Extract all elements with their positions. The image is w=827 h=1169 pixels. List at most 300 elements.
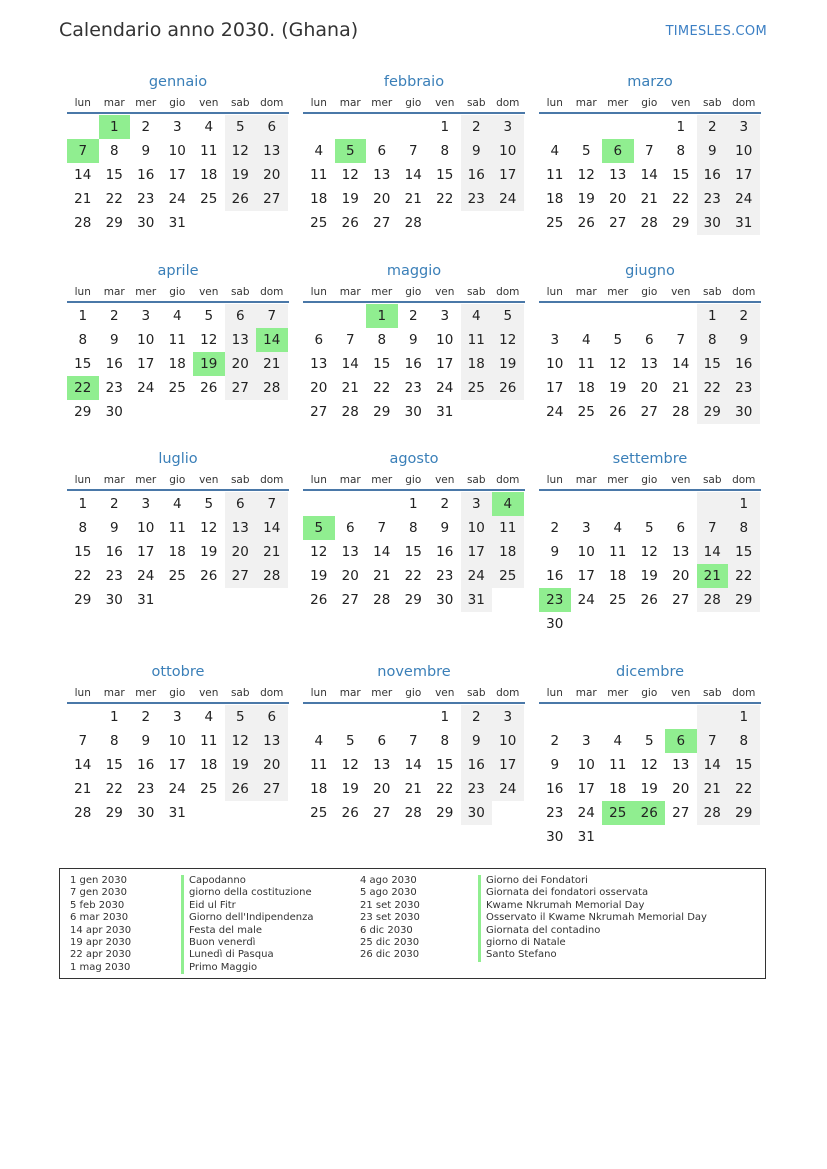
day-cell: 29: [728, 588, 760, 612]
day-cell: 31: [436, 404, 454, 420]
empty-cell: [162, 588, 194, 612]
day-cell: 19: [492, 352, 524, 376]
month-ottobre: [67, 662, 289, 825]
day-cell: 12: [225, 139, 257, 163]
legend-date: 5 feb 2030: [70, 899, 125, 911]
day-cell: 31: [137, 592, 155, 608]
weekday-label: gio: [641, 687, 658, 699]
weekday-label: mar: [575, 97, 597, 109]
day-cell: 6: [345, 520, 355, 536]
day-cell: 24: [577, 592, 595, 608]
weekday-label: mer: [607, 286, 629, 298]
day-cell: 24: [168, 781, 186, 797]
day-cell: 29: [728, 801, 760, 825]
day-cell: 24: [436, 380, 454, 396]
day-cell: 8: [440, 733, 450, 749]
day-cell: 3: [492, 115, 524, 139]
month-maggio: [303, 261, 525, 424]
weekday-label: dom: [496, 687, 520, 699]
day-cell: 15: [728, 753, 760, 777]
day-cell: 26: [634, 801, 666, 825]
weekday-label: ven: [435, 97, 455, 109]
day-cell: 25: [310, 215, 328, 231]
weekday-label: mar: [575, 687, 597, 699]
legend-date: 14 apr 2030: [70, 924, 132, 936]
day-cell: 12: [200, 332, 218, 348]
day-cell: 21: [74, 191, 92, 207]
empty-cell: [193, 211, 225, 235]
day-cell: 19: [609, 380, 627, 396]
day-cell: 6: [602, 139, 634, 163]
day-cell: 28: [74, 805, 92, 821]
weekday-label: lun: [74, 474, 91, 486]
day-cell: 2: [408, 308, 418, 324]
day-cell: 23: [105, 380, 123, 396]
empty-cell: [634, 705, 666, 729]
day-cell: 22: [728, 777, 760, 801]
day-cell: 16: [697, 163, 729, 187]
weekday-header: [67, 469, 289, 491]
day-cell: 23: [546, 805, 564, 821]
day-cell: 18: [492, 540, 524, 564]
day-cell: 3: [581, 733, 591, 749]
weekday-label: dom: [496, 474, 520, 486]
day-cell: 31: [577, 829, 595, 845]
day-cell: 27: [341, 592, 359, 608]
day-cell: 17: [577, 568, 595, 584]
day-cell: 3: [550, 332, 560, 348]
legend-left-bar: [181, 875, 184, 974]
days-grid: [303, 705, 525, 825]
empty-cell: [634, 115, 666, 139]
weekday-label: lun: [74, 97, 91, 109]
day-cell: 11: [168, 520, 186, 536]
day-cell: 9: [408, 332, 418, 348]
day-cell: 11: [609, 544, 627, 560]
weekday-label: sab: [230, 474, 250, 486]
day-cell: 19: [577, 191, 595, 207]
day-cell: 31: [461, 588, 493, 612]
legend-date: 25 dic 2030: [360, 936, 420, 948]
day-cell: 23: [461, 777, 493, 801]
day-cell: 12: [492, 328, 524, 352]
weekday-label: sab: [466, 286, 486, 298]
empty-cell: [665, 825, 697, 849]
day-cell: 5: [335, 139, 367, 163]
empty-cell: [571, 492, 603, 516]
legend-date: 22 apr 2030: [70, 949, 132, 961]
day-cell: 20: [609, 191, 627, 207]
weekday-label: sab: [230, 687, 250, 699]
day-cell: 7: [676, 332, 686, 348]
weekday-label: gio: [405, 474, 422, 486]
day-cell: 2: [141, 119, 151, 135]
day-cell: 10: [492, 729, 524, 753]
empty-cell: [728, 612, 760, 636]
legend-date: 26 dic 2030: [360, 949, 420, 961]
day-cell: 7: [256, 304, 288, 328]
weekday-label: mer: [371, 474, 393, 486]
month-gennaio: [67, 72, 289, 235]
weekday-label: sab: [466, 687, 486, 699]
empty-cell: [492, 588, 524, 612]
day-cell: 30: [105, 592, 123, 608]
day-cell: 20: [225, 540, 257, 564]
legend-holiday-name: Giornata del contadino: [486, 924, 601, 936]
day-cell: 22: [105, 781, 123, 797]
day-cell: 21: [256, 540, 288, 564]
day-cell: 9: [440, 520, 450, 536]
day-cell: 10: [577, 757, 595, 773]
day-cell: 25: [546, 215, 564, 231]
days-grid: [539, 304, 761, 424]
day-cell: 27: [672, 592, 690, 608]
empty-cell: [366, 492, 398, 516]
weekday-label: mar: [575, 474, 597, 486]
day-cell: 9: [550, 544, 560, 560]
day-cell: 10: [577, 544, 595, 560]
day-cell: 9: [461, 139, 493, 163]
day-cell: 12: [341, 167, 359, 183]
day-cell: 8: [728, 729, 760, 753]
day-cell: 2: [109, 496, 119, 512]
day-cell: 22: [728, 564, 760, 588]
day-cell: 15: [105, 757, 123, 773]
day-cell: 6: [665, 729, 697, 753]
day-cell: 14: [697, 540, 729, 564]
day-cell: 10: [137, 332, 155, 348]
day-cell: 16: [461, 163, 493, 187]
weekday-label: gio: [641, 97, 658, 109]
day-cell: 8: [377, 332, 387, 348]
day-cell: 26: [640, 592, 658, 608]
day-cell: 5: [613, 332, 623, 348]
weekday-label: dom: [732, 286, 756, 298]
day-cell: 30: [546, 829, 564, 845]
day-cell: 26: [200, 380, 218, 396]
day-cell: 7: [78, 733, 88, 749]
day-cell: 28: [341, 404, 359, 420]
day-cell: 1: [676, 119, 686, 135]
month-dicembre: [539, 662, 761, 849]
day-cell: 30: [137, 215, 155, 231]
weekday-label: dom: [496, 97, 520, 109]
day-cell: 18: [461, 352, 493, 376]
day-cell: 6: [377, 143, 387, 159]
day-cell: 28: [697, 801, 729, 825]
legend-holiday-name: Santo Stefano: [486, 949, 557, 961]
day-cell: 30: [728, 400, 760, 424]
weekday-header: [539, 469, 761, 491]
weekday-label: mar: [103, 97, 125, 109]
day-cell: 4: [204, 119, 214, 135]
day-cell: 14: [672, 356, 690, 372]
legend-holiday-name: Eid ul Fitr: [189, 899, 236, 911]
day-cell: 15: [436, 167, 454, 183]
day-cell: 15: [697, 352, 729, 376]
empty-cell: [335, 304, 367, 328]
weekday-label: sab: [466, 474, 486, 486]
day-cell: 31: [168, 215, 186, 231]
empty-cell: [492, 211, 524, 235]
day-cell: 29: [373, 404, 391, 420]
weekday-header: [303, 92, 525, 114]
empty-cell: [539, 115, 571, 139]
day-cell: 8: [78, 520, 88, 536]
weekday-header: [539, 92, 761, 114]
day-cell: 28: [404, 805, 422, 821]
day-cell: 21: [404, 781, 422, 797]
day-cell: 23: [137, 191, 155, 207]
day-cell: 20: [373, 191, 391, 207]
day-cell: 13: [256, 139, 288, 163]
day-cell: 4: [581, 332, 591, 348]
day-cell: 13: [672, 757, 690, 773]
day-cell: 23: [697, 187, 729, 211]
day-cell: 29: [74, 592, 92, 608]
day-cell: 22: [373, 380, 391, 396]
weekday-label: mer: [371, 286, 393, 298]
day-cell: 24: [492, 777, 524, 801]
empty-cell: [193, 400, 225, 424]
day-cell: 9: [141, 143, 151, 159]
empty-cell: [571, 612, 603, 636]
days-grid: [303, 304, 525, 424]
legend-holiday-name: giorno della costituzione: [189, 887, 312, 899]
empty-cell: [492, 801, 524, 825]
weekday-label: ven: [199, 97, 219, 109]
legend-holiday-name: Festa del male: [189, 924, 263, 936]
legend-holiday-name: Primo Maggio: [189, 961, 258, 973]
weekday-label: lun: [310, 687, 327, 699]
empty-cell: [256, 400, 288, 424]
day-cell: 17: [168, 167, 186, 183]
weekday-label: mar: [103, 474, 125, 486]
empty-cell: [728, 825, 760, 849]
day-cell: 14: [74, 167, 92, 183]
day-cell: 2: [728, 304, 760, 328]
day-cell: 22: [697, 376, 729, 400]
day-cell: 20: [341, 568, 359, 584]
day-cell: 5: [492, 304, 524, 328]
day-cell: 27: [225, 564, 257, 588]
day-cell: 27: [672, 805, 690, 821]
day-cell: 21: [373, 568, 391, 584]
day-cell: 14: [404, 167, 422, 183]
weekday-label: lun: [546, 474, 563, 486]
day-cell: 10: [137, 520, 155, 536]
day-cell: 13: [256, 729, 288, 753]
month-name: aprile: [157, 263, 199, 279]
weekday-label: ven: [671, 474, 691, 486]
days-grid: [539, 115, 761, 235]
weekday-label: mer: [135, 687, 157, 699]
day-cell: 16: [728, 352, 760, 376]
days-grid: [303, 115, 525, 235]
day-cell: 4: [204, 709, 214, 725]
day-cell: 11: [168, 332, 186, 348]
day-cell: 3: [581, 520, 591, 536]
days-grid: [539, 492, 761, 636]
day-cell: 21: [404, 191, 422, 207]
day-cell: 22: [404, 568, 422, 584]
weekday-label: dom: [260, 474, 284, 486]
empty-cell: [303, 304, 335, 328]
day-cell: 17: [492, 753, 524, 777]
day-cell: 22: [74, 568, 92, 584]
month-name: luglio: [158, 451, 198, 467]
day-cell: 6: [314, 332, 324, 348]
month-agosto: [303, 449, 525, 612]
days-grid: [67, 705, 289, 825]
day-cell: 14: [640, 167, 658, 183]
day-cell: 6: [225, 304, 257, 328]
day-cell: 17: [137, 544, 155, 560]
day-cell: 20: [672, 781, 690, 797]
day-cell: 2: [461, 705, 493, 729]
weekday-label: ven: [671, 687, 691, 699]
day-cell: 22: [67, 376, 99, 400]
day-cell: 18: [577, 380, 595, 396]
day-cell: 6: [256, 115, 288, 139]
empty-cell: [634, 492, 666, 516]
weekday-label: mer: [607, 687, 629, 699]
empty-cell: [366, 705, 398, 729]
day-cell: 13: [672, 544, 690, 560]
day-cell: 6: [676, 520, 686, 536]
day-cell: 15: [74, 544, 92, 560]
day-cell: 18: [168, 356, 186, 372]
day-cell: 8: [440, 143, 450, 159]
day-cell: 23: [436, 568, 454, 584]
day-cell: 21: [256, 352, 288, 376]
empty-cell: [225, 801, 257, 825]
day-cell: 15: [436, 757, 454, 773]
month-novembre: [303, 662, 525, 825]
day-cell: 28: [404, 215, 422, 231]
day-cell: 13: [609, 167, 627, 183]
day-cell: 21: [341, 380, 359, 396]
empty-cell: [634, 612, 666, 636]
day-cell: 16: [137, 757, 155, 773]
day-cell: 13: [341, 544, 359, 560]
empty-cell: [162, 400, 194, 424]
day-cell: 3: [141, 496, 151, 512]
day-cell: 22: [436, 781, 454, 797]
day-cell: 16: [105, 544, 123, 560]
weekday-label: sab: [702, 97, 722, 109]
day-cell: 24: [168, 191, 186, 207]
day-cell: 17: [577, 781, 595, 797]
day-cell: 28: [256, 376, 288, 400]
weekday-label: gio: [169, 286, 186, 298]
day-cell: 16: [404, 356, 422, 372]
legend-date: 21 set 2030: [360, 899, 420, 911]
empty-cell: [634, 825, 666, 849]
day-cell: 26: [200, 568, 218, 584]
day-cell: 25: [200, 781, 218, 797]
day-cell: 10: [492, 139, 524, 163]
day-cell: 31: [168, 805, 186, 821]
empty-cell: [335, 492, 367, 516]
day-cell: 1: [697, 304, 729, 328]
legend-holiday-name: Lunedì di Pasqua: [189, 949, 274, 961]
day-cell: 2: [550, 520, 560, 536]
day-cell: 19: [200, 544, 218, 560]
legend-date: 5 ago 2030: [360, 887, 417, 899]
day-cell: 11: [310, 757, 328, 773]
empty-cell: [225, 400, 257, 424]
empty-cell: [461, 400, 493, 424]
day-cell: 25: [577, 404, 595, 420]
day-cell: 26: [310, 592, 328, 608]
weekday-header: [539, 682, 761, 704]
day-cell: 18: [310, 781, 328, 797]
day-cell: 20: [256, 753, 288, 777]
day-cell: 9: [728, 328, 760, 352]
site-logo-link[interactable]: TIMESLES.COM: [665, 24, 767, 39]
day-cell: 23: [137, 781, 155, 797]
day-cell: 31: [728, 211, 760, 235]
empty-cell: [539, 492, 571, 516]
day-cell: 18: [168, 544, 186, 560]
days-grid: [67, 304, 289, 424]
day-cell: 28: [697, 588, 729, 612]
day-cell: 19: [640, 568, 658, 584]
day-cell: 9: [697, 139, 729, 163]
day-cell: 29: [436, 805, 454, 821]
legend-date: 6 dic 2030: [360, 924, 413, 936]
day-cell: 9: [109, 520, 119, 536]
empty-cell: [67, 705, 99, 729]
day-cell: 10: [461, 516, 493, 540]
day-cell: 1: [440, 119, 450, 135]
day-cell: 7: [345, 332, 355, 348]
weekday-label: mer: [371, 97, 393, 109]
empty-cell: [335, 705, 367, 729]
legend-right-bar: [478, 875, 481, 962]
day-cell: 5: [204, 496, 214, 512]
weekday-header: [303, 469, 525, 491]
day-cell: 11: [200, 143, 218, 159]
legend-date: 23 set 2030: [360, 912, 420, 924]
day-cell: 12: [225, 729, 257, 753]
day-cell: 11: [492, 516, 524, 540]
empty-cell: [303, 115, 335, 139]
day-cell: 26: [577, 215, 595, 231]
legend-date: 6 mar 2030: [70, 912, 129, 924]
day-cell: 23: [539, 588, 571, 612]
month-name: novembre: [377, 664, 451, 680]
empty-cell: [571, 304, 603, 328]
day-cell: 26: [341, 805, 359, 821]
empty-cell: [602, 705, 634, 729]
legend-left-names: [189, 875, 314, 974]
day-cell: 5: [303, 516, 335, 540]
weekday-header: [303, 281, 525, 303]
weekday-label: dom: [260, 97, 284, 109]
empty-cell: [492, 400, 524, 424]
day-cell: 28: [640, 215, 658, 231]
month-febbraio: [303, 72, 525, 235]
empty-cell: [193, 801, 225, 825]
month-settembre: [539, 449, 761, 636]
day-cell: 28: [373, 592, 391, 608]
legend-date: 4 ago 2030: [360, 875, 417, 886]
day-cell: 1: [366, 304, 398, 328]
weekday-label: ven: [671, 286, 691, 298]
day-cell: 6: [377, 733, 387, 749]
